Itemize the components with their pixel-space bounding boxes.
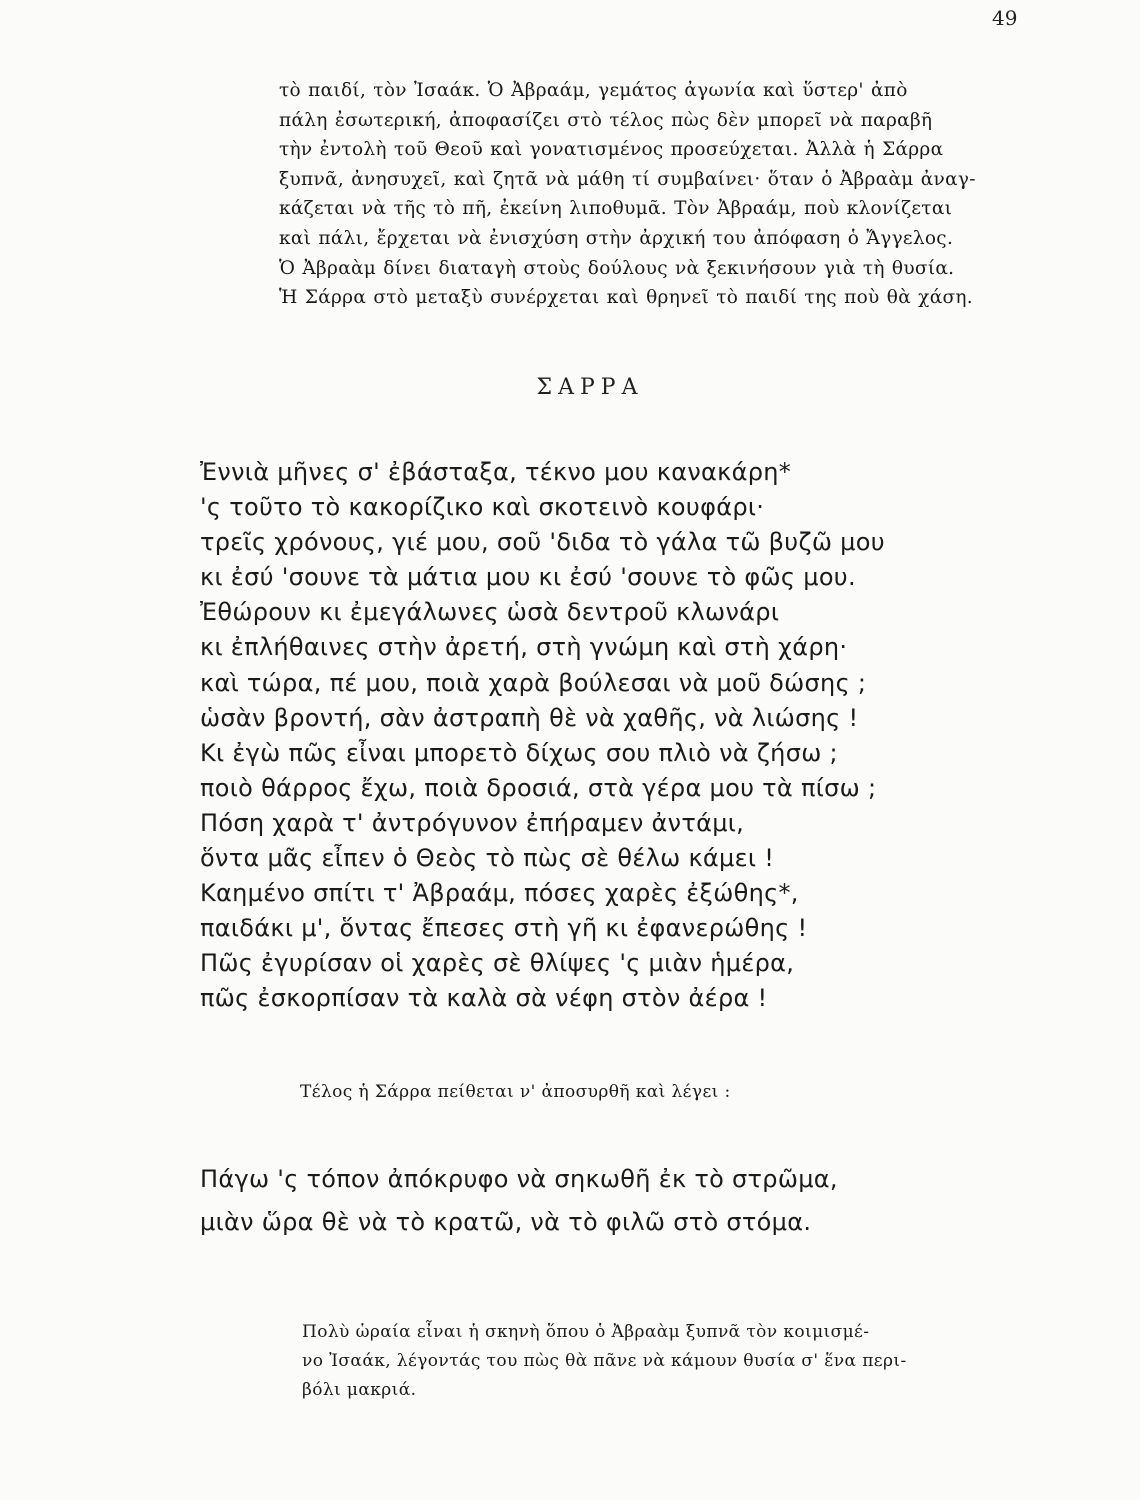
intro-line: ξυπνᾶ, ἀνησυχεῖ, καὶ ζητᾶ νὰ μάθη τί συμβαίνει· ὅταν ὁ Ἀβραὰμ ἀναγ- bbox=[279, 168, 976, 190]
commentary-line: νο Ἰσαάκ, λέγοντάς του πὼς θὰ πᾶνε νὰ κάμουν θυσία σ' ἕνα περι- bbox=[302, 1351, 907, 1371]
poem-couplet bbox=[200, 1158, 1000, 1244]
stage-direction: Τέλος ἡ Σάρρα πείθεται ν' ἀποσυρθῆ καὶ λέγει : bbox=[300, 1082, 731, 1102]
poem-line: Ἐθώρουν κι ἐμεγάλωνες ὡσὰ δεντροῦ κλωνάρι bbox=[200, 598, 780, 627]
intro-line: Ἡ Σάρρα στὸ μεταξὺ συνέρχεται καὶ θρηνεῖ τὸ παιδί της ποὺ θὰ χάση. bbox=[279, 287, 973, 309]
poem-line: Κι ἐγὼ πῶς εἶναι μπορετὸ δίχως σου πλιὸ νὰ ζήσω ; bbox=[200, 738, 838, 767]
intro-line: τὴν ἐντολὴ τοῦ Θεοῦ καὶ γονατισμένος προσεύχεται. Ἀλλὰ ἡ Σάρρα bbox=[279, 139, 944, 161]
poem-stanza bbox=[200, 455, 1000, 1017]
intro-line: τὸ παιδί, τὸν Ἰσαάκ. Ὁ Ἀβραάμ, γεμάτος ἀγωνία καὶ ὕστερ' ἀπὸ bbox=[279, 80, 908, 101]
poem-line: μιὰν ὥρα θὲ νὰ τὸ κρατῶ, νὰ τὸ φιλῶ στὸ στόμα. bbox=[200, 1208, 812, 1236]
intro-paragraph bbox=[279, 76, 1021, 313]
intro-line: πάλη ἐσωτερική, ἀποφασίζει στὸ τέλος πὼς δὲν μπορεῖ νὰ παραβῆ bbox=[279, 109, 933, 131]
poem-line: ποιὸ θάρρος ἔχω, ποιὰ δροσιά, στὰ γέρα μου τὰ πίσω ; bbox=[200, 773, 877, 802]
poem-line: κι ἐσύ 'σουνε τὰ μάτια μου κι ἐσύ 'σουνε τὸ φῶς μου. bbox=[200, 563, 856, 592]
intro-line: κάζεται νὰ τῆς τὸ πῆ, ἐκείνη λιποθυμᾶ. Τὸν Ἀβραάμ, ποὺ κλονίζεται bbox=[279, 198, 953, 220]
poem-line: Ἐννιὰ μῆνες σ' ἐβάσταξα, τέκνο μου κανακάρη* bbox=[200, 458, 792, 486]
commentary-line: Πολὺ ὡραία εἶναι ἡ σκηνὴ ὅπου ὁ Ἀβραὰμ ξυπνᾶ τὸν κοιμισμέ- bbox=[302, 1322, 870, 1342]
poem-line: παιδάκι μ', ὅντας ἔπεσες στὴ γῆ κι ἐφανερώθης ! bbox=[200, 914, 808, 943]
poem-line: Πόση χαρὰ τ' ἀντρόγυνον ἐπήραμεν ἀντάμι, bbox=[200, 808, 745, 837]
page-number: 49 bbox=[992, 6, 1018, 30]
intro-line: Ὁ Ἀβραὰμ δίνει διαταγὴ στοὺς δούλους νὰ ξεκινήσουν γιὰ τὴ θυσία. bbox=[279, 257, 955, 279]
intro-line: καὶ πάλι, ἔρχεται νὰ ἐνισχύση στὴν ἀρχική του ἀπόφαση ὁ Ἄγγελος. bbox=[279, 227, 954, 249]
poem-line: καὶ τώρα, πέ μου, ποιὰ χαρὰ βούλεσαι νὰ μοῦ δώσης ; bbox=[200, 668, 867, 697]
poem-line: ὡσὰν βροντή, σὰν ἀστραπὴ θὲ νὰ χαθῆς, νὰ λιώσης ! bbox=[200, 703, 859, 732]
commentary-line: βόλι μακριά. bbox=[302, 1380, 417, 1400]
poem-line: πῶς ἐσκορπίσαν τὰ καλὰ σὰ νέφη στὸν ἀέρα ! bbox=[200, 984, 768, 1013]
poem-line: 'ς τοῦτο τὸ κακορίζικο καὶ σκοτεινὸ κουφάρι· bbox=[200, 493, 765, 522]
poem-line: τρεῖς χρόνους, γιέ μου, σοῦ 'διδα τὸ γάλα τῶ βυζῶ μου bbox=[200, 528, 885, 557]
poem-line: κι ἐπλήθαινες στὴν ἀρετή, στὴ γνώμη καὶ στὴ χάρη· bbox=[200, 633, 848, 662]
commentary-paragraph bbox=[302, 1318, 1022, 1405]
poem-line: Πῶς ἐγυρίσαν οἱ χαρὲς σὲ θλίψες 'ς μιὰν ἡμέρα, bbox=[200, 949, 795, 978]
poem-line: Καημένο σπίτι τ' Ἀβραάμ, πόσες χαρὲς ἐξώθης*, bbox=[200, 879, 799, 908]
poem-line: Πάγω 'ς τόπον ἀπόκρυφο νὰ σηκωθῆ ἐκ τὸ στρῶμα, bbox=[200, 1165, 838, 1193]
speaker-heading: ΣΑΡΡΑ bbox=[536, 375, 644, 400]
poem-line: ὅντα μᾶς εἶπεν ὁ Θεὸς τὸ πὼς σὲ θέλω κάμει ! bbox=[200, 844, 775, 873]
